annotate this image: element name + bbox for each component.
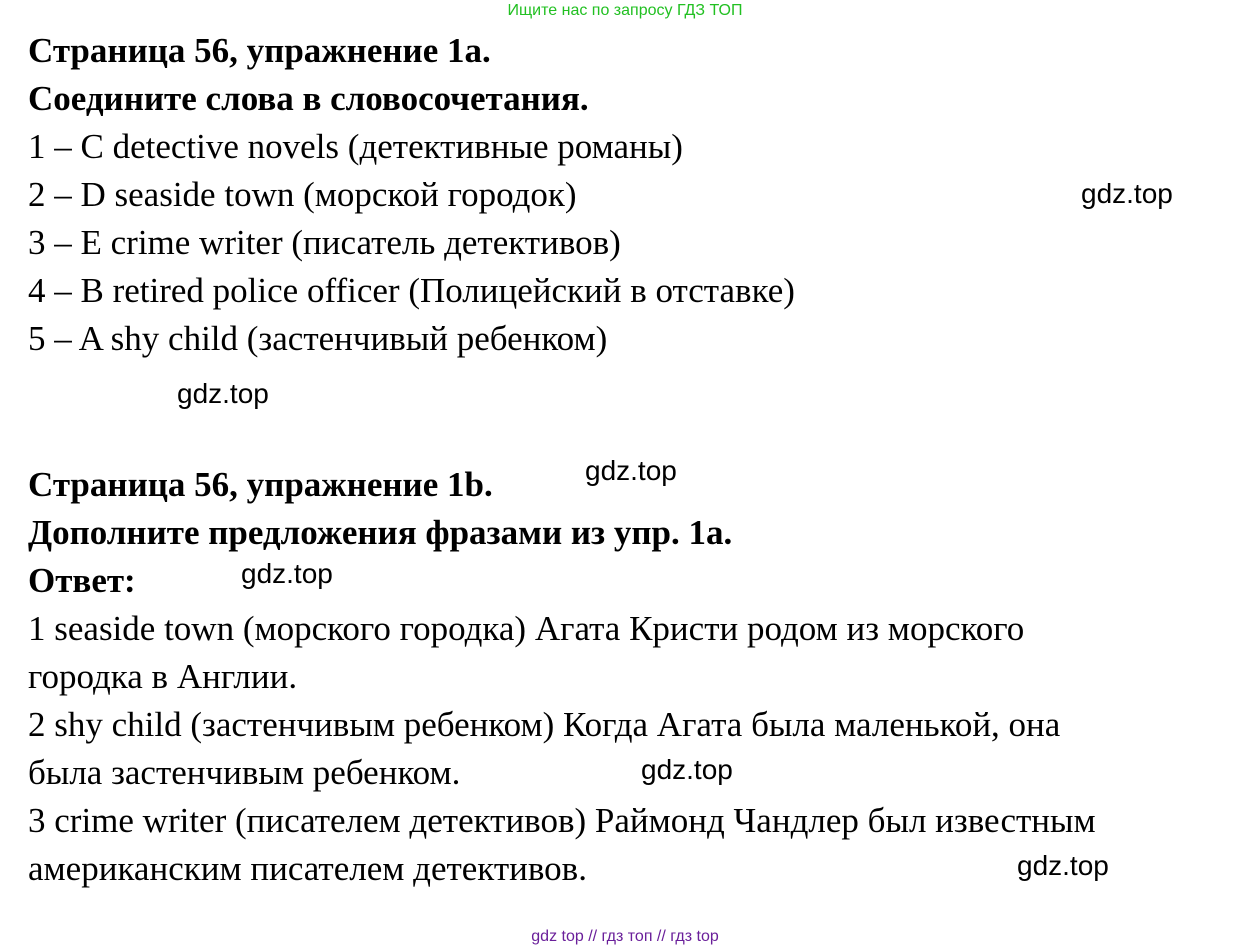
section1-item: 1 – C detective novels (детективные романы) [28,127,683,166]
section1-item: 2 – D seaside town (морской городок) [28,175,577,214]
footer-links: gdz top // гдз топ // гдз top [531,928,719,945]
answer-label: Ответ: [28,561,136,600]
answer-line: 3 crime writer (писателем детективов) Раймонд Чандлер был известным [28,801,1096,840]
section1-task: Соедините слова в словосочетания. [28,79,589,118]
watermark: gdz.top [1017,850,1109,881]
answer-line: городка в Англии. [28,657,298,696]
answer-line: американским писателем детективов. [28,849,587,888]
section1-title: Страница 56, упражнение 1а. [28,31,491,70]
watermark: gdz.top [241,558,333,589]
watermark: gdz.top [641,754,733,785]
answer-line: была застенчивым ребенком. [28,753,461,792]
section2-title: Страница 56, упражнение 1b. [28,465,493,504]
section1-item: 3 – E crime writer (писатель детективов) [28,223,621,262]
section1-item: 5 – A shy child (застенчивый ребенком) [28,319,608,358]
watermark: gdz.top [585,455,677,486]
answer-line: 2 shy child (застенчивым ребенком) Когда Агата была маленькой, она [28,705,1061,744]
section1-item: 4 – B retired police officer (Полицейский в отставке) [28,271,795,310]
section2-task: Дополните предложения фразами из упр. 1а. [28,513,733,552]
watermark: gdz.top [1081,178,1173,209]
answer-line: 1 seaside town (морского городка) Агата Кристи родом из морского [28,609,1025,648]
top-banner: Ищите нас по запросу ГДЗ ТОП [507,2,743,19]
watermark: gdz.top [177,378,269,409]
